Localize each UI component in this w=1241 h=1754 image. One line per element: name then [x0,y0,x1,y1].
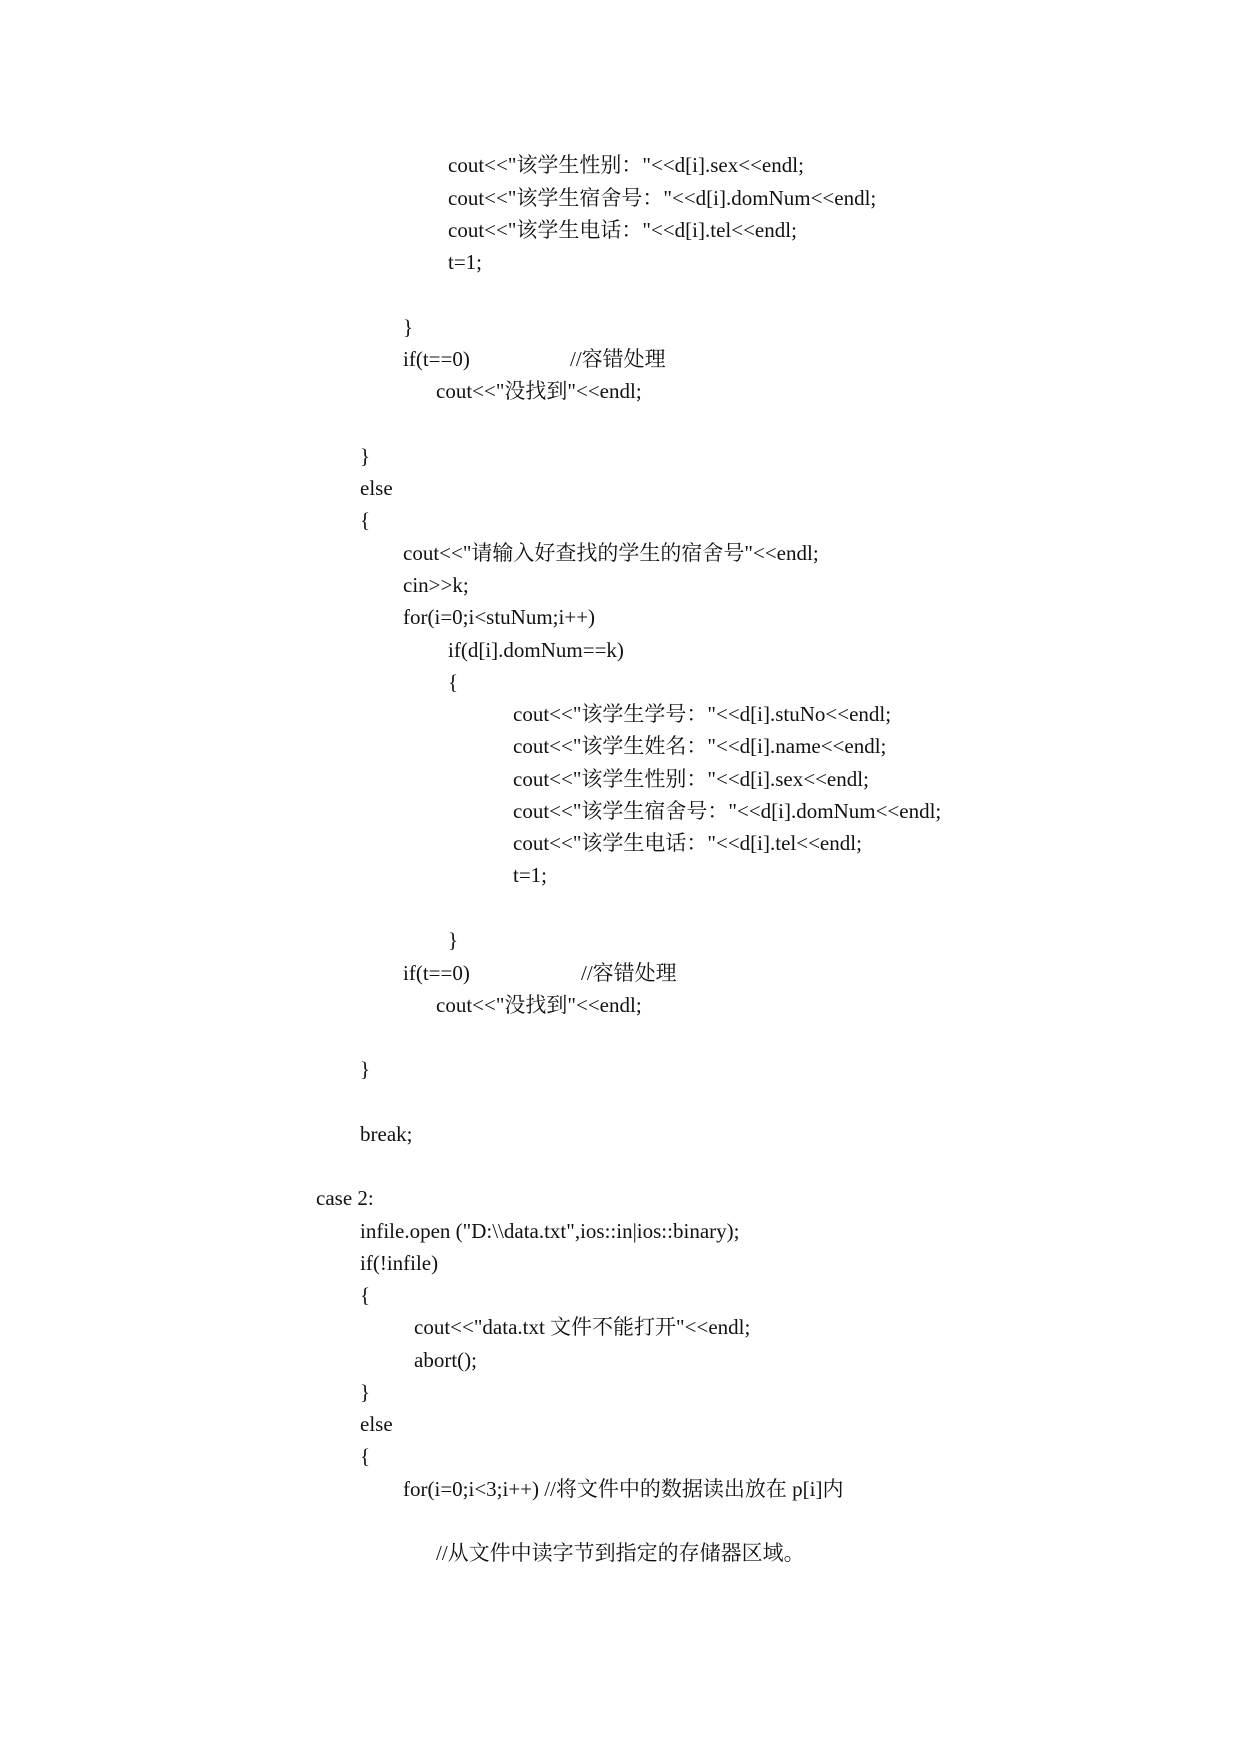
code-line: cout<<"该学生宿舍号："<<d[i].domNum<<endl; [513,799,942,823]
code-line: for(i=0;i<stuNum;i++) [403,605,596,629]
code-line: if(t==0) [403,961,470,985]
code-line: t=1; [448,250,483,274]
code-line: cout<<"该学生性别："<<d[i].sex<<endl; [448,153,804,177]
code-line: cout<<"该学生宿舍号："<<d[i].domNum<<endl; [448,186,877,210]
code-line: } [448,928,459,952]
code-line: cout<<"该学生姓名："<<d[i].name<<endl; [513,734,887,758]
code-line: } [360,1380,371,1404]
code-line: } [360,444,371,468]
code-line: cout<<"该学生电话："<<d[i].tel<<endl; [513,831,862,855]
code-line: else [360,476,393,500]
code-line: cout<<"data.txt 文件不能打开"<<endl; [414,1315,751,1339]
code-line: cout<<"没找到"<<endl; [436,993,642,1017]
code-line: if(t==0) [403,347,470,371]
code-line: } [403,315,414,339]
code-line: cout<<"没找到"<<endl; [436,379,642,403]
code-line: if(!infile) [360,1251,439,1275]
code-line: infile.open ("D:\\data.txt",ios::in|ios::binary); [360,1219,740,1243]
code-line: } [360,1057,371,1081]
code-comment: //容错处理 [581,961,677,985]
code-line: abort(); [414,1348,477,1372]
code-line: case 2: [316,1186,374,1210]
code-comment: //容错处理 [570,347,666,371]
code-line: for(i=0;i<3;i++) //将文件中的数据读出放在 p[i]内 [403,1477,844,1501]
code-line: { [360,1283,371,1307]
code-line: { [360,1444,371,1468]
code-line: break; [360,1122,413,1146]
code-line: cout<<"该学生性别："<<d[i].sex<<endl; [513,767,869,791]
code-line: cin>>k; [403,573,469,597]
code-comment: //从文件中读字节到指定的存储器区域。 [436,1541,805,1565]
code-line: cout<<"该学生学号："<<d[i].stuNo<<endl; [513,702,892,726]
code-line: cout<<"请输入好查找的学生的宿舍号"<<endl; [403,541,819,565]
code-line: { [360,508,371,532]
code-line: if(d[i].domNum==k) [448,638,624,662]
code-line: else [360,1412,393,1436]
code-line: t=1; [513,863,548,887]
code-line: { [448,670,459,694]
code-line: cout<<"该学生电话："<<d[i].tel<<endl; [448,218,797,242]
